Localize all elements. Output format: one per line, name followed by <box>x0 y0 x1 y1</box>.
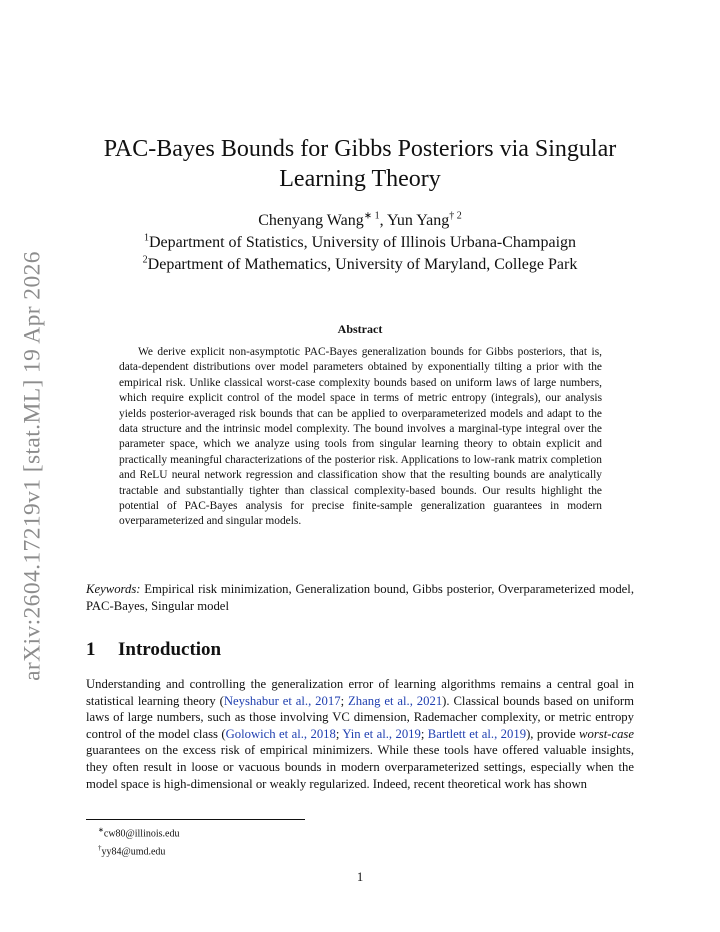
page-number: 1 <box>356 870 364 884</box>
citation-link[interactable]: Neyshabur et al., 2017 <box>223 693 341 708</box>
paper-title <box>86 134 634 194</box>
author-block <box>86 210 634 276</box>
author-1-name: Chenyang Wang <box>258 212 364 229</box>
affiliation-1 <box>86 232 634 254</box>
title-line-2: Learning Theory <box>279 166 441 192</box>
title-line-1: PAC-Bayes Bounds for Gibbs Posteriors via Singular <box>103 136 617 162</box>
citation-link[interactable]: Golowich et al., 2018 <box>225 726 336 741</box>
affiliation-2 <box>86 254 634 276</box>
footnote-2 <box>98 841 179 859</box>
affiliation-2-text: Department of Mathematics, University of Maryland, College Park <box>147 256 578 273</box>
citation-separator: ; <box>335 726 343 741</box>
keywords <box>86 581 634 615</box>
intro-text: Understanding and controlling the generalization error of learning algorithms remains a central goal in statistical learning theory ( <box>86 677 634 708</box>
footnote-1-mark: ∗ <box>98 826 104 834</box>
citation-link[interactable]: Zhang et al., 2021 <box>348 693 443 708</box>
abstract-heading: Abstract <box>337 322 383 336</box>
introduction-paragraph <box>86 676 634 792</box>
citation-link[interactable]: Bartlett et al., 2019 <box>427 726 527 741</box>
author-1-marks: ∗ 1 <box>363 210 380 222</box>
citation-separator: ; <box>340 693 348 708</box>
keywords-text: Empirical risk minimization, Generalization bound, Gibbs posterior, Overparameterized model, PAC-Bayes, Singular model <box>86 582 634 613</box>
author-2-name: Yun Yang <box>387 212 450 229</box>
intro-text: ). Classical bounds based on uniform laws of large numbers, such as those involving VC dimension, Rademacher complexity, or metric entropy control of the model class ( <box>86 693 635 741</box>
footnote-rule <box>86 819 305 820</box>
footnote-1-email[interactable]: cw80@illinois.edu <box>103 828 180 840</box>
affiliation-2-mark: 2 <box>142 254 148 266</box>
section-number: 1 <box>86 639 96 660</box>
affiliation-1-mark: 1 <box>143 232 149 244</box>
citation-link[interactable]: Yin et al., 2019 <box>342 726 421 741</box>
footnote-1 <box>98 823 179 841</box>
footnote-2-mark: † <box>98 844 102 853</box>
abstract-text: We derive explicit non-asymptotic PAC-Bayes generalization bounds for Gibbs posteriors, that is, data-dependent distributions over model parameters obtained by exponentially tilting a prior with the empirical risk. Unlike classical worst-case complexity bounds based on uniform laws of large numbers, which require explicit control of the model space in terms of metric entropy (integrals), our analysis yields posterior-averaged risk bounds that can be applied to overparameterized models and adapt to the data structure and the intrinsic model complexity. The bound involves a marginal-type integral over the parameter space, which we analyze using tools from singular learning theory to obtain explicit and practically meaningful characterizations of the posterior risk. Applications to low-rank matrix completion and ReLU neural network regression and classification show that the resulting bounds are analytically tractable and substantially tighter than classical complexity-based bounds. Our results highlight the potential of PAC-Bayes analysis for precise finite-sample generalization guarantees in modern overparameterized and singular models. <box>119 346 602 528</box>
section-heading-introduction <box>86 639 221 661</box>
citation-separator: ; <box>420 726 428 741</box>
author-names: Chenyang Wang$^{∗ 1}$, Yun Yang$^{\dagger 2}$ <box>258 210 462 229</box>
footnotes <box>98 823 179 860</box>
section-title: Introduction <box>118 639 222 660</box>
intro-text: guarantees on the excess risk of empirical minimizers. While these tools have offered valuable insights, they often result in loose or vacuous bounds in modern overparameterized settings, especially when the model space is high-dimensional or weakly regularized. Indeed, recent theoretical work has shown <box>86 743 634 791</box>
intro-text: ), provide <box>526 726 580 741</box>
author-2-marks: † 2 <box>449 210 462 222</box>
footnote-2-email[interactable]: yy84@umd.edu <box>101 846 166 858</box>
affiliation-1-text: Department of Statistics, University of Illinois Urbana-Champaign <box>148 234 577 251</box>
emphasis-text: worst-case <box>579 726 634 741</box>
keywords-label: Keywords: <box>86 582 141 596</box>
arxiv-identifier-stamp: arXiv:2604.17219v1 [stat.ML] 19 Apr 2026 <box>19 251 46 681</box>
